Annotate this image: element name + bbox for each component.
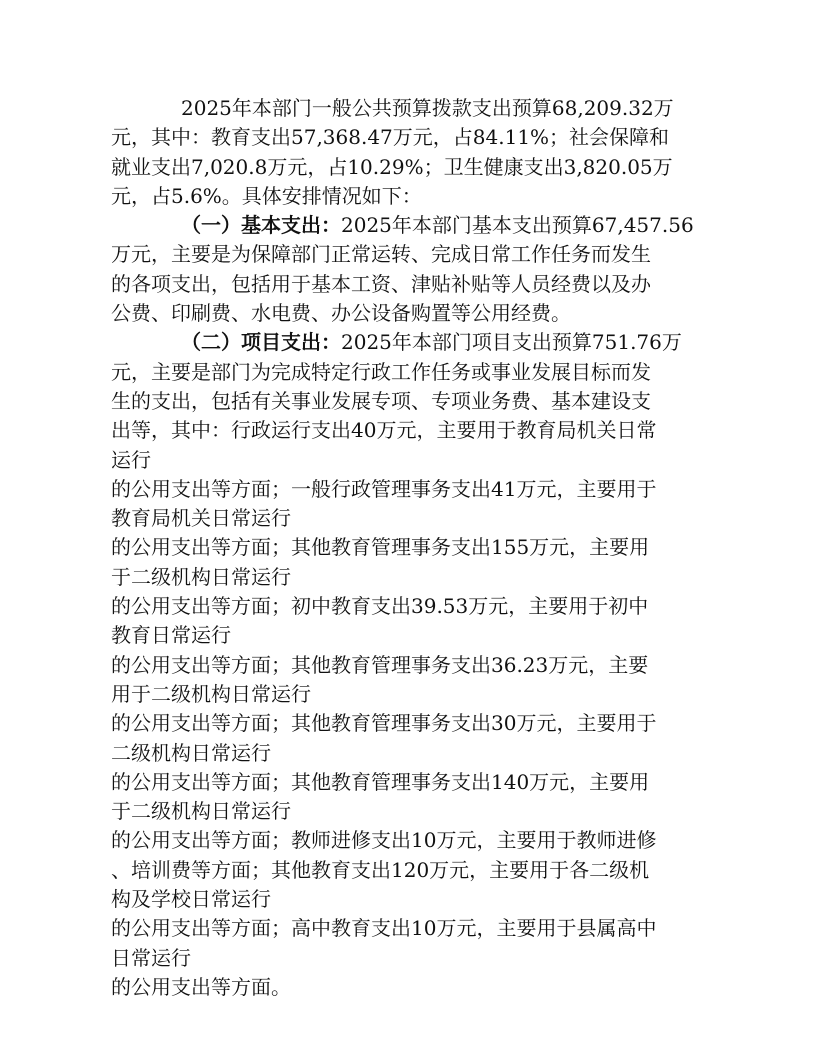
project-expenditure-line: 、培训费等方面；其他教育支出120万元，主要用于各二级机 [111,857,650,882]
project-expenditure-line: 教育日常运行 [111,623,231,648]
project-expenditure-line: 的公用支出等方面；其他教育管理事务支出155万元，主要用 [111,535,650,560]
project-expenditure-line: 的公用支出等方面；一般行政管理事务支出41万元，主要用于 [111,476,657,501]
project-expenditure-first-line [111,328,711,357]
project-expenditure-line: 用于二级机构日常运行 [111,681,311,706]
project-expenditure-line: 的公用支出等方面；其他教育管理事务支出30万元，主要用于 [111,711,657,736]
project-expenditure-line: 二级机构日常运行 [111,740,271,765]
document-page [111,94,711,1002]
basic-expenditure-line: 公费、印刷费、水电费、办公设备购置等公用经费。 [111,301,571,326]
project-expenditure-line: 的公用支出等方面。 [111,974,291,999]
basic-expenditure-paragraph [111,211,711,328]
project-expenditure-line: 出等，其中：行政运行支出40万元，主要用于教育局机关日常 [111,418,657,443]
summary-line: 就业支出7,020.8万元，占10.29%；卫生健康支出3,820.05万 [111,154,673,179]
project-expenditure-line: 的公用支出等方面；教师进修支出10万元，主要用于教师进修 [111,828,657,853]
basic-expenditure-line: 万元，主要是为保障部门正常运转、完成日常工作任务而发生 [111,242,651,267]
project-expenditure-heading: （二）项目支出： [181,330,341,355]
basic-expenditure-first-line [111,211,711,240]
project-expenditure-line: 的公用支出等方面；高中教育支出10万元，主要用于县属高中 [111,916,657,941]
project-expenditure-line: 的公用支出等方面；初中教育支出39.53万元，主要用于初中 [111,594,649,619]
basic-expenditure-heading: （一）基本支出： [181,213,341,238]
project-expenditure-line: 于二级机构日常运行 [111,564,291,589]
summary-line: 2025年本部门一般公共预算拨款支出预算68,209.32万 [181,96,674,120]
project-expenditure-line: 教育局机关日常运行 [111,506,291,531]
project-expenditure-line: 日常运行 [111,945,191,970]
project-expenditure-line: 生的支出，包括有关事业发展专项、专项业务费、基本建设支 [111,388,651,413]
summary-paragraph [111,94,711,211]
project-expenditure-line: 元，主要是部门为完成特定行政工作任务或事业发展目标而发 [111,359,651,384]
project-expenditure-line: 运行 [111,447,151,472]
summary-line: 元，占5.6%。具体安排情况如下： [111,183,422,208]
project-expenditure-line: 的公用支出等方面；其他教育管理事务支出36.23万元，主要 [111,652,649,677]
basic-expenditure-line: 的各项支出，包括用于基本工资、津贴补贴等人员经费以及办 [111,271,651,296]
project-expenditure-line: 构及学校日常运行 [111,887,271,912]
basic-expenditure-text: 2025年本部门基本支出预算67,457.56 [341,213,694,238]
project-expenditure-line: 的公用支出等方面；其他教育管理事务支出140万元，主要用 [111,769,650,794]
project-expenditure-paragraph [111,328,711,1002]
project-expenditure-text: 2025年本部门项目支出预算751.76万 [341,330,682,355]
summary-line: 元，其中：教育支出57,368.47万元，占84.11%；社会保障和 [111,125,670,150]
project-expenditure-line: 于二级机构日常运行 [111,799,291,824]
